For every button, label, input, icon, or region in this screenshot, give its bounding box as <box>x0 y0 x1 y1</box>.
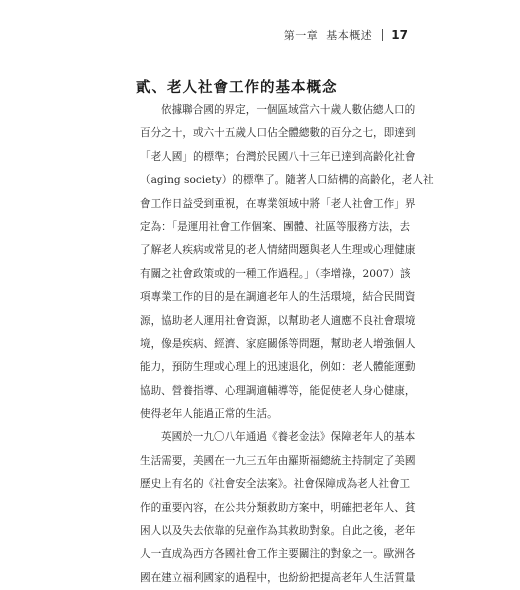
paragraph-line: 有關之社會政策或的一種工作過程。」（李增祿，2007）該 <box>140 267 411 280</box>
paragraph-line: 生活需要，美國在一九三五年由羅斯福總統主持制定了美國 <box>140 454 416 467</box>
paragraph-line: 依據聯合國的界定，一個區域當六十歲人數佔總人口的 <box>161 104 416 116</box>
body-text <box>140 99 434 590</box>
chapter-title: 基本概述 <box>326 29 373 42</box>
paragraph <box>140 99 434 426</box>
paragraph-line: 協助、營養指導、心理調適輔導等，能促使老人身心健康， <box>140 384 416 397</box>
running-header <box>284 27 408 43</box>
paragraph-line: 源，協助老人運用社會資源，以幫助老人適應不良社會環境 <box>140 314 416 327</box>
paragraph-line: 使得老年人能過正常的生活。 <box>140 408 278 421</box>
paragraph-line: 作的重要內容，在公共分類救助方案中，明確把老年人、貧 <box>140 501 416 514</box>
chapter-label: 第一章 <box>283 29 319 42</box>
paragraph-line: 境，像是疾病、經濟、家庭關係等問題，幫助老人增強個人 <box>140 337 416 350</box>
header-divider <box>382 29 383 41</box>
paragraph-line: 人一直成為西方各國社會工作主要關注的對象之一。歐洲各 <box>140 548 416 561</box>
paragraph-line: 英國於一九〇八年通過《養老金法》保障老年人的基本 <box>161 431 416 444</box>
paragraph-line: 困人以及失去依靠的兒童作為其救助對象。自此之後，老年 <box>140 525 416 538</box>
section-heading: 貳、老人社會工作的基本概念 <box>136 80 338 96</box>
paragraph-line: 會工作日益受到重視，在專業領域中將「老人社會工作」界 <box>140 197 416 210</box>
paragraph-line: 項專業工作的目的是在調適老年人的生活環境，結合民間資 <box>140 291 416 304</box>
paragraph-line: 「老人國」的標準；台灣於民國八十三年已達到高齡化社會 <box>140 150 416 163</box>
paragraph-line: 百分之十，或六十五歲人口佔全體總數的百分之七，即達到 <box>140 127 416 140</box>
paragraph-line: 定為：「是運用社會工作個案、團體、社區等服務方法，去 <box>140 220 411 233</box>
page-number: 17 <box>391 28 408 42</box>
paragraph-line: 國在建立福利國家的過程中，也紛紛把提高老年人生活質量 <box>140 571 416 584</box>
paragraph-line: 能力，預防生理或心理上的迅速退化，例如：老人體能運動 <box>140 361 416 374</box>
paragraph-line: （aging society）的標準了。隨著人口結構的高齡化，老人社 <box>140 174 434 187</box>
paragraph-line: 了解老人疾病或常見的老人情緒問題與老人生理或心理健康 <box>140 244 416 257</box>
paragraph <box>140 426 416 590</box>
paragraph-line: 歷史上有名的《社會安全法案》。社會保障成為老人社會工 <box>140 478 411 491</box>
